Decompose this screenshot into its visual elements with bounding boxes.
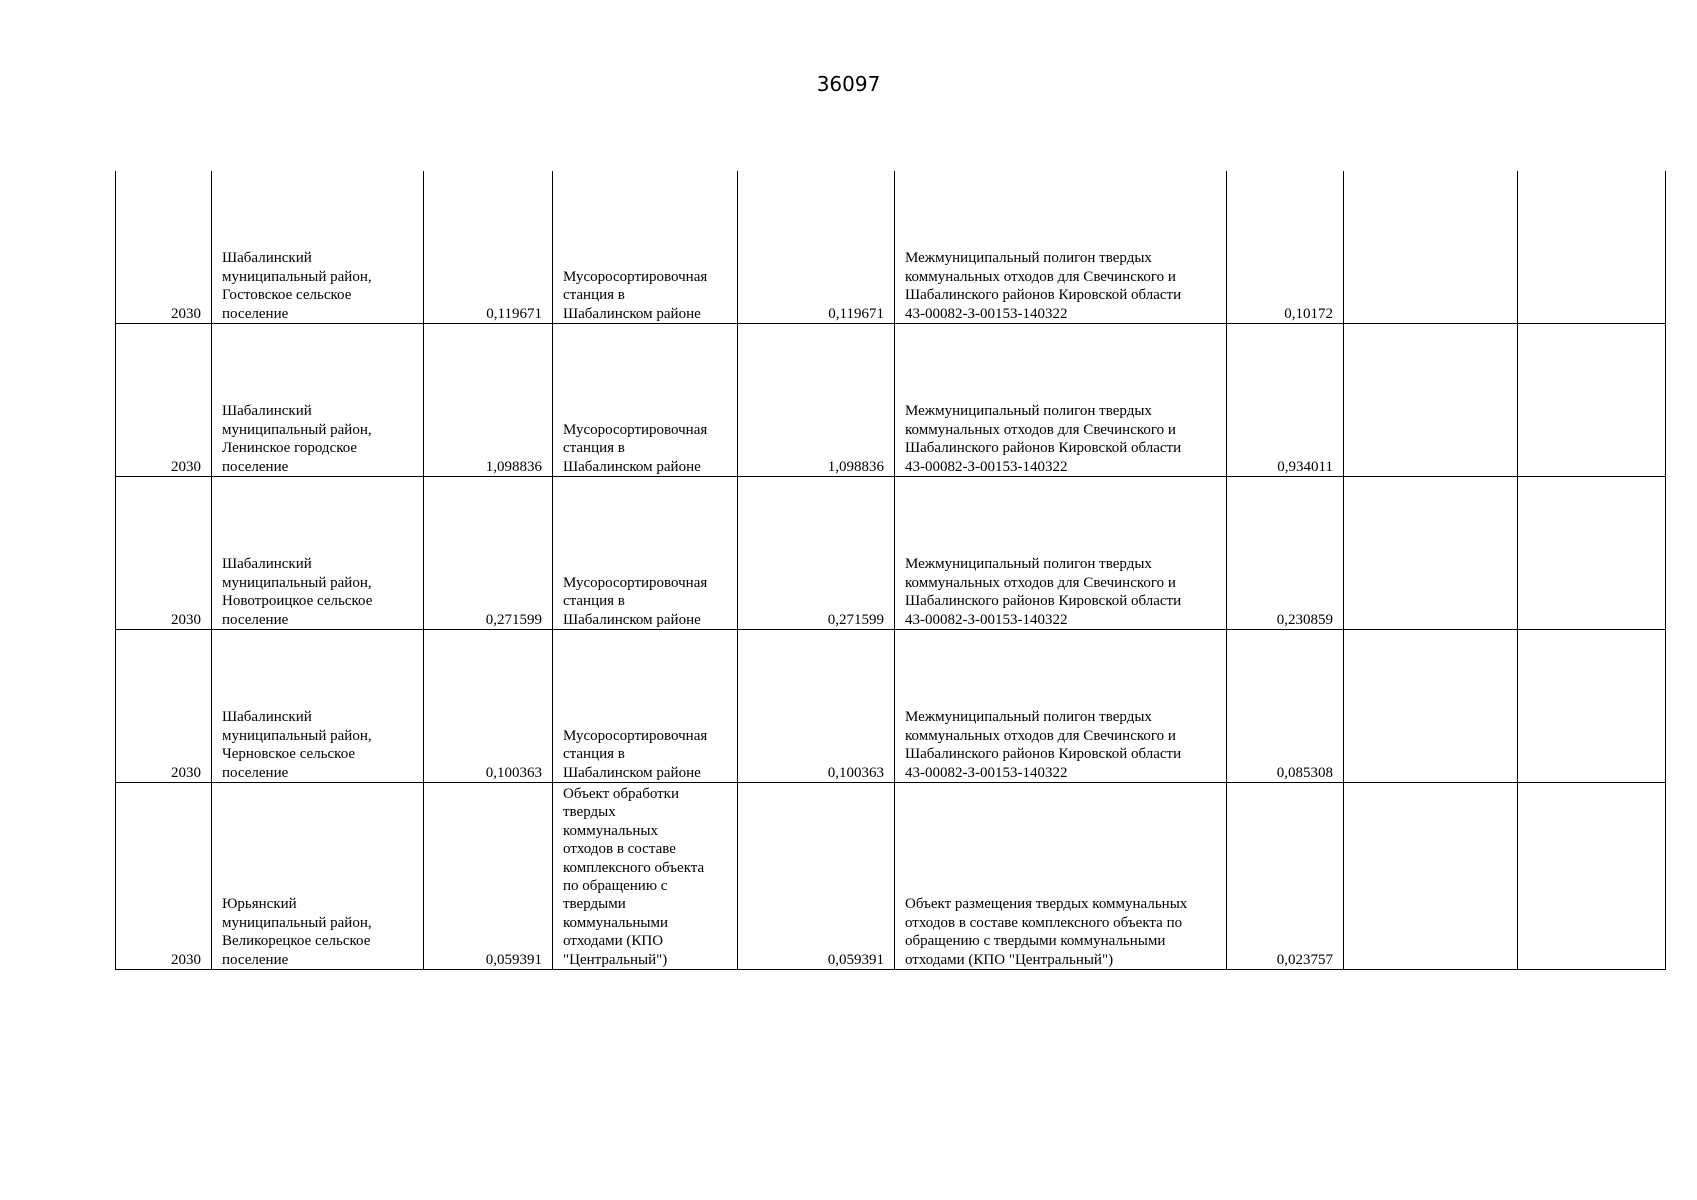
data-table [115,171,1666,970]
table-row [116,171,1666,324]
source-value-cell: 0,059391 [424,783,553,970]
destination-value-cell: 0,085308 [1227,630,1344,783]
year-cell: 2030 [116,783,212,970]
source-cell: Шабалинский муниципальный район, Черновское сельское поселение [212,630,424,783]
year-cell: 2030 [116,324,212,477]
extra-cell-2 [1518,630,1666,783]
facility-cell: Мусоросортировочная станция в Шабалинском районе [553,324,738,477]
facility-value-cell: 0,271599 [738,477,895,630]
page-number: 36097 [816,72,881,96]
destination-value-cell: 0,023757 [1227,783,1344,970]
table-row [116,783,1666,970]
destination-cell: Межмуниципальный полигон твердых коммунальных отходов для Свечинского и Шабалинского районов Кировской области 43-00082-З-00153-140322 [895,324,1227,477]
source-cell: Шабалинский муниципальный район, Ленинское городское поселение [212,324,424,477]
destination-cell: Межмуниципальный полигон твердых коммунальных отходов для Свечинского и Шабалинского районов Кировской области 43-00082-З-00153-140322 [895,171,1227,324]
extra-cell-1 [1344,477,1518,630]
source-value-cell: 0,119671 [424,171,553,324]
extra-cell-1 [1344,171,1518,324]
extra-cell-1 [1344,324,1518,477]
source-cell: Шабалинский муниципальный район, Новотроицкое сельское поселение [212,477,424,630]
table-row [116,324,1666,477]
table-row [116,630,1666,783]
table-row [116,477,1666,630]
source-value-cell: 0,271599 [424,477,553,630]
facility-cell: Мусоросортировочная станция в Шабалинском районе [553,477,738,630]
facility-cell: Мусоросортировочная станция в Шабалинском районе [553,171,738,324]
facility-value-cell: 0,059391 [738,783,895,970]
extra-cell-2 [1518,783,1666,970]
extra-cell-2 [1518,171,1666,324]
facility-value-cell: 0,100363 [738,630,895,783]
facility-value-cell: 1,098836 [738,324,895,477]
destination-value-cell: 0,10172 [1227,171,1344,324]
destination-cell: Объект размещения твердых коммунальных отходов в составе комплексного объекта по обращению с твердыми коммунальными отходами (КПО "Центральный") [895,783,1227,970]
source-value-cell: 1,098836 [424,324,553,477]
facility-cell: Объект обработки твердых коммунальных отходов в составе комплексного объекта по обращению с твердыми коммунальными отходами (КПО "Центральный") [553,783,738,970]
destination-cell: Межмуниципальный полигон твердых коммунальных отходов для Свечинского и Шабалинского районов Кировской области 43-00082-З-00153-140322 [895,630,1227,783]
year-cell: 2030 [116,630,212,783]
destination-value-cell: 0,934011 [1227,324,1344,477]
facility-value-cell: 0,119671 [738,171,895,324]
source-cell: Юрьянский муниципальный район, Великорецкое сельское поселение [212,783,424,970]
source-value-cell: 0,100363 [424,630,553,783]
facility-cell: Мусоросортировочная станция в Шабалинском районе [553,630,738,783]
year-cell: 2030 [116,477,212,630]
destination-value-cell: 0,230859 [1227,477,1344,630]
extra-cell-1 [1344,630,1518,783]
extra-cell-1 [1344,783,1518,970]
extra-cell-2 [1518,324,1666,477]
year-cell: 2030 [116,171,212,324]
source-cell: Шабалинский муниципальный район, Гостовское сельское поселение [212,171,424,324]
extra-cell-2 [1518,477,1666,630]
destination-cell: Межмуниципальный полигон твердых коммунальных отходов для Свечинского и Шабалинского районов Кировской области 43-00082-З-00153-140322 [895,477,1227,630]
